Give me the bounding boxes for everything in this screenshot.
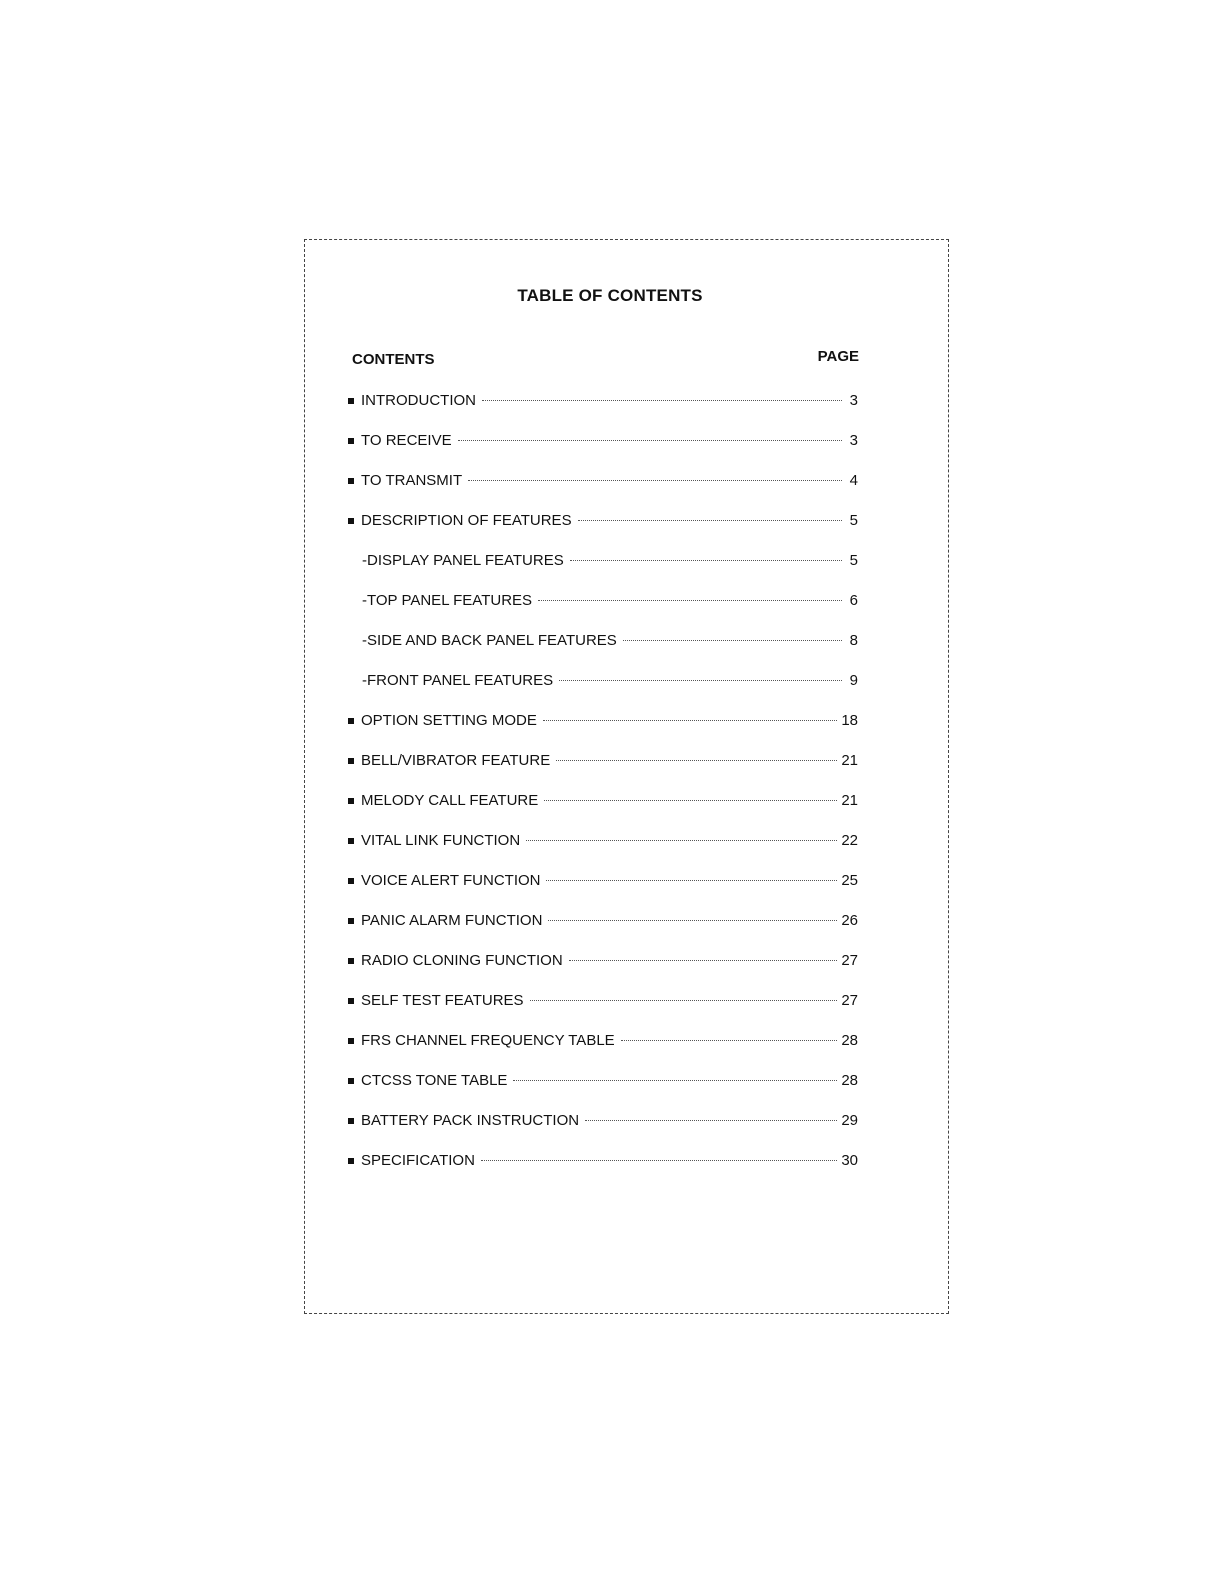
toc-entry [348,952,858,992]
toc-entry-page-number: 27 [841,952,858,969]
dot-leader [585,1120,837,1121]
square-bullet-icon [348,998,354,1004]
square-bullet-icon [348,478,354,484]
toc-entry-label: PANIC ALARM FUNCTION [361,912,543,929]
dot-leader [468,480,842,481]
toc-entry [348,712,858,752]
square-bullet-icon [348,1158,354,1164]
dot-leader [623,640,842,641]
dot-leader [543,720,837,721]
dot-leader [538,600,842,601]
square-bullet-icon [348,438,354,444]
toc-entry [348,592,858,632]
page-column-header: PAGE [817,348,859,365]
toc-entry-label: BATTERY PACK INSTRUCTION [361,1112,580,1129]
dot-leader [559,680,842,681]
dot-leader [578,520,842,521]
toc-header-row [352,348,859,372]
toc-entry [348,872,858,912]
toc-entry [348,1032,858,1072]
toc-entry-page-number: 30 [841,1152,858,1169]
toc-entry [348,512,858,552]
dot-leader [544,800,837,801]
toc-entry [348,472,858,512]
dot-leader [570,560,842,561]
square-bullet-icon [348,1078,354,1084]
toc-entry-page-number: 9 [849,672,858,689]
toc-entry-label: FRS CHANNEL FREQUENCY TABLE [361,1032,615,1049]
square-bullet-icon [348,718,354,724]
toc-entry-page-number: 21 [841,792,858,809]
square-bullet-icon [348,878,354,884]
toc-entry-label: MELODY CALL FEATURE [361,792,539,809]
square-bullet-icon [348,798,354,804]
toc-entry-page-number: 26 [841,912,858,929]
toc-entry-page-number: 3 [849,392,858,409]
toc-entry-label: -DISPLAY PANEL FEATURES [362,552,564,569]
toc-entry [348,832,858,872]
toc-entry-page-number: 29 [841,1112,858,1129]
toc-entry-page-number: 4 [849,472,858,489]
square-bullet-icon [348,1038,354,1044]
square-bullet-icon [348,1118,354,1124]
toc-entry-label: -SIDE AND BACK PANEL FEATURES [362,632,617,649]
toc-entry-page-number: 6 [849,592,858,609]
dot-leader [556,760,837,761]
toc-entry-page-number: 3 [849,432,858,449]
dot-leader [458,440,842,441]
toc-entry-label: DESCRIPTION OF FEATURES [361,512,572,529]
toc-entry-page-number: 5 [849,512,858,529]
toc-entry-page-number: 18 [841,712,858,729]
square-bullet-icon [348,958,354,964]
square-bullet-icon [348,398,354,404]
toc-entry-label: -TOP PANEL FEATURES [362,592,533,609]
toc-entry-label: TO RECEIVE [361,432,452,449]
toc-entry-page-number: 8 [849,632,858,649]
toc-entry-page-number: 27 [841,992,858,1009]
square-bullet-icon [348,918,354,924]
toc-entry-label: CTCSS TONE TABLE [361,1072,508,1089]
toc-entry [348,792,858,832]
toc-entry [348,632,858,672]
toc-entry-page-number: 28 [841,1032,858,1049]
toc-entry [348,1072,858,1112]
toc-entry-label: INTRODUCTION [361,392,476,409]
contents-column-header: CONTENTS [352,351,435,368]
toc-entry [348,752,858,792]
toc-entry-label: TO TRANSMIT [361,472,463,489]
dot-leader [548,920,837,921]
dot-leader [526,840,837,841]
square-bullet-icon [348,758,354,764]
toc-entry-page-number: 22 [841,832,858,849]
toc-entry-page-number: 25 [841,872,858,889]
dot-leader [513,1080,837,1081]
toc-entry-label: VOICE ALERT FUNCTION [361,872,541,889]
toc-entry-label: OPTION SETTING MODE [361,712,537,729]
toc-entry-page-number: 28 [841,1072,858,1089]
dot-leader [482,400,842,401]
toc-entry-page-number: 21 [841,752,858,769]
toc-list [348,392,858,1192]
dot-leader [546,880,837,881]
square-bullet-icon [348,838,354,844]
toc-entry-label: -FRONT PANEL FEATURES [362,672,554,689]
toc-entry [348,912,858,952]
page-title: TABLE OF CONTENTS [517,286,703,305]
toc-entry-label: SELF TEST FEATURES [361,992,524,1009]
toc-entry-label: RADIO CLONING FUNCTION [361,952,563,969]
dot-leader [569,960,838,961]
toc-entry-page-number: 5 [849,552,858,569]
toc-entry [348,1152,858,1192]
toc-entry-label: SPECIFICATION [361,1152,475,1169]
toc-entry [348,552,858,592]
toc-entry [348,1112,858,1152]
toc-entry-label: VITAL LINK FUNCTION [361,832,521,849]
square-bullet-icon [348,518,354,524]
toc-entry [348,432,858,472]
toc-entry [348,672,858,712]
dot-leader [621,1040,838,1041]
dot-leader [530,1000,838,1001]
toc-entry [348,392,858,432]
dot-leader [481,1160,837,1161]
toc-entry [348,992,858,1032]
toc-entry-label: BELL/VIBRATOR FEATURE [361,752,551,769]
